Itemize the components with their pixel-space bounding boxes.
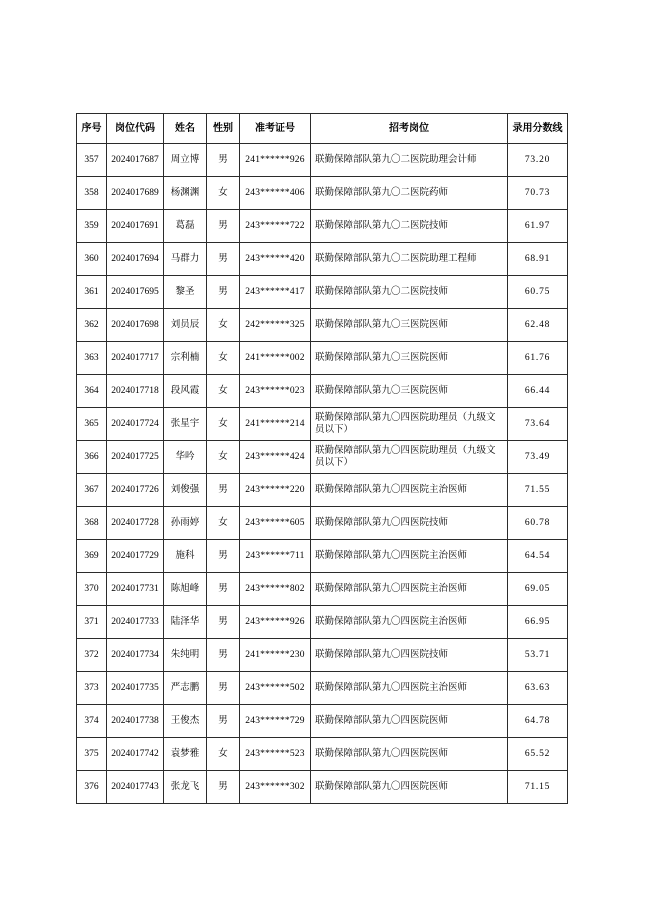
cell-name: 华吟: [164, 441, 207, 474]
cell-gender: 男: [207, 144, 240, 177]
table-row: [77, 738, 568, 771]
cell-ticket_no: 243******523: [240, 738, 311, 771]
cell-name: 袁梦雅: [164, 738, 207, 771]
cell-gender: 男: [207, 474, 240, 507]
cell-position: 联勤保障部队第九〇四医院医师: [311, 738, 508, 771]
cell-score_line: 53.71: [508, 639, 568, 672]
table-row: [77, 144, 568, 177]
cell-ticket_no: 243******722: [240, 210, 311, 243]
column-header-position: 招考岗位: [311, 114, 508, 144]
table-row: [77, 243, 568, 276]
cell-seq: 357: [77, 144, 107, 177]
cell-position: 联勤保障部队第九〇四医院技师: [311, 639, 508, 672]
cell-position: 联勤保障部队第九〇三医院医师: [311, 342, 508, 375]
cell-gender: 男: [207, 606, 240, 639]
cell-job_code: 2024017725: [107, 441, 164, 474]
table-row: [77, 606, 568, 639]
cell-ticket_no: 243******605: [240, 507, 311, 540]
cell-ticket_no: 243******802: [240, 573, 311, 606]
cell-seq: 362: [77, 309, 107, 342]
cell-score_line: 73.49: [508, 441, 568, 474]
table-row: [77, 441, 568, 474]
cell-ticket_no: 242******325: [240, 309, 311, 342]
cell-gender: 女: [207, 177, 240, 210]
column-header-gender: 性别: [207, 114, 240, 144]
cell-name: 陈旭峰: [164, 573, 207, 606]
cell-gender: 女: [207, 342, 240, 375]
column-header-job_code: 岗位代码: [107, 114, 164, 144]
cell-score_line: 73.64: [508, 408, 568, 441]
cell-ticket_no: 243******406: [240, 177, 311, 210]
table-row: [77, 507, 568, 540]
cell-ticket_no: 243******417: [240, 276, 311, 309]
cell-position: 联勤保障部队第九〇四医院主治医师: [311, 540, 508, 573]
table-row: [77, 573, 568, 606]
table-header: [77, 114, 568, 144]
cell-position: 联勤保障部队第九〇二医院技师: [311, 276, 508, 309]
cell-position: 联勤保障部队第九〇二医院助理会计师: [311, 144, 508, 177]
cell-ticket_no: 243******302: [240, 771, 311, 804]
cell-name: 朱纯明: [164, 639, 207, 672]
cell-name: 宗利楠: [164, 342, 207, 375]
cell-name: 葛磊: [164, 210, 207, 243]
cell-job_code: 2024017689: [107, 177, 164, 210]
cell-position: 联勤保障部队第九〇四医院主治医师: [311, 672, 508, 705]
cell-seq: 371: [77, 606, 107, 639]
table-row: [77, 375, 568, 408]
cell-gender: 男: [207, 573, 240, 606]
table-row: [77, 672, 568, 705]
cell-ticket_no: 241******214: [240, 408, 311, 441]
cell-score_line: 66.95: [508, 606, 568, 639]
cell-ticket_no: 241******230: [240, 639, 311, 672]
cell-ticket_no: 243******220: [240, 474, 311, 507]
cell-job_code: 2024017735: [107, 672, 164, 705]
cell-position: 联勤保障部队第九〇二医院技师: [311, 210, 508, 243]
cell-seq: 363: [77, 342, 107, 375]
table-row: [77, 639, 568, 672]
table-row: [77, 474, 568, 507]
score-table: [76, 113, 568, 804]
cell-position: 联勤保障部队第九〇三医院医师: [311, 309, 508, 342]
cell-ticket_no: 243******023: [240, 375, 311, 408]
cell-position: 联勤保障部队第九〇四医院主治医师: [311, 606, 508, 639]
table-row: [77, 705, 568, 738]
cell-name: 张龙飞: [164, 771, 207, 804]
column-header-seq: 序号: [77, 114, 107, 144]
cell-ticket_no: 241******926: [240, 144, 311, 177]
cell-ticket_no: 241******002: [240, 342, 311, 375]
cell-score_line: 66.44: [508, 375, 568, 408]
cell-name: 马群力: [164, 243, 207, 276]
column-header-score_line: 录用分数线: [508, 114, 568, 144]
cell-score_line: 62.48: [508, 309, 568, 342]
column-header-ticket_no: 准考证号: [240, 114, 311, 144]
cell-seq: 358: [77, 177, 107, 210]
cell-name: 刘俊强: [164, 474, 207, 507]
cell-score_line: 63.63: [508, 672, 568, 705]
cell-name: 陆泽华: [164, 606, 207, 639]
table-row: [77, 210, 568, 243]
cell-gender: 男: [207, 276, 240, 309]
cell-seq: 367: [77, 474, 107, 507]
cell-name: 严志鹏: [164, 672, 207, 705]
table-row: [77, 342, 568, 375]
cell-position: 联勤保障部队第九〇三医院医师: [311, 375, 508, 408]
cell-score_line: 71.55: [508, 474, 568, 507]
table-row: [77, 408, 568, 441]
cell-job_code: 2024017717: [107, 342, 164, 375]
cell-gender: 男: [207, 540, 240, 573]
cell-job_code: 2024017726: [107, 474, 164, 507]
cell-job_code: 2024017687: [107, 144, 164, 177]
cell-seq: 370: [77, 573, 107, 606]
cell-gender: 男: [207, 672, 240, 705]
column-header-name: 姓名: [164, 114, 207, 144]
cell-position: 联勤保障部队第九〇二医院药师: [311, 177, 508, 210]
cell-name: 施科: [164, 540, 207, 573]
cell-name: 黎圣: [164, 276, 207, 309]
cell-seq: 364: [77, 375, 107, 408]
cell-gender: 男: [207, 705, 240, 738]
cell-ticket_no: 243******711: [240, 540, 311, 573]
cell-gender: 女: [207, 375, 240, 408]
cell-score_line: 61.76: [508, 342, 568, 375]
cell-name: 周立博: [164, 144, 207, 177]
cell-gender: 女: [207, 441, 240, 474]
cell-ticket_no: 243******926: [240, 606, 311, 639]
cell-seq: 366: [77, 441, 107, 474]
cell-gender: 女: [207, 507, 240, 540]
cell-position: 联勤保障部队第九〇四医院医师: [311, 771, 508, 804]
cell-seq: 373: [77, 672, 107, 705]
cell-gender: 男: [207, 771, 240, 804]
cell-job_code: 2024017718: [107, 375, 164, 408]
cell-name: 张星宇: [164, 408, 207, 441]
cell-seq: 361: [77, 276, 107, 309]
cell-position: 联勤保障部队第九〇二医院助理工程师: [311, 243, 508, 276]
table-body: [77, 144, 568, 804]
cell-ticket_no: 243******729: [240, 705, 311, 738]
table-row: [77, 309, 568, 342]
cell-job_code: 2024017691: [107, 210, 164, 243]
cell-seq: 372: [77, 639, 107, 672]
table-row: [77, 276, 568, 309]
cell-job_code: 2024017698: [107, 309, 164, 342]
cell-seq: 359: [77, 210, 107, 243]
table-row: [77, 177, 568, 210]
cell-job_code: 2024017734: [107, 639, 164, 672]
cell-job_code: 2024017724: [107, 408, 164, 441]
cell-job_code: 2024017743: [107, 771, 164, 804]
cell-position: 联勤保障部队第九〇四医院技师: [311, 507, 508, 540]
cell-gender: 女: [207, 738, 240, 771]
cell-seq: 365: [77, 408, 107, 441]
cell-score_line: 69.05: [508, 573, 568, 606]
cell-gender: 女: [207, 408, 240, 441]
cell-position: 联勤保障部队第九〇四医院医师: [311, 705, 508, 738]
cell-name: 刘员辰: [164, 309, 207, 342]
cell-name: 杨渊渊: [164, 177, 207, 210]
cell-score_line: 64.78: [508, 705, 568, 738]
cell-job_code: 2024017695: [107, 276, 164, 309]
cell-seq: 368: [77, 507, 107, 540]
cell-seq: 360: [77, 243, 107, 276]
cell-score_line: 64.54: [508, 540, 568, 573]
cell-seq: 369: [77, 540, 107, 573]
cell-gender: 女: [207, 309, 240, 342]
cell-ticket_no: 243******420: [240, 243, 311, 276]
header-row: [77, 114, 568, 144]
cell-seq: 374: [77, 705, 107, 738]
cell-name: 孙雨婷: [164, 507, 207, 540]
cell-position: 联勤保障部队第九〇四医院助理员（九级文员以下）: [311, 408, 508, 441]
cell-score_line: 60.75: [508, 276, 568, 309]
cell-job_code: 2024017729: [107, 540, 164, 573]
cell-gender: 男: [207, 639, 240, 672]
cell-position: 联勤保障部队第九〇四医院主治医师: [311, 474, 508, 507]
cell-score_line: 68.91: [508, 243, 568, 276]
cell-name: 王俊杰: [164, 705, 207, 738]
cell-score_line: 61.97: [508, 210, 568, 243]
cell-ticket_no: 243******502: [240, 672, 311, 705]
cell-job_code: 2024017733: [107, 606, 164, 639]
cell-gender: 男: [207, 210, 240, 243]
cell-score_line: 65.52: [508, 738, 568, 771]
cell-job_code: 2024017738: [107, 705, 164, 738]
cell-job_code: 2024017731: [107, 573, 164, 606]
cell-position: 联勤保障部队第九〇四医院助理员（九级文员以下）: [311, 441, 508, 474]
cell-gender: 男: [207, 243, 240, 276]
cell-ticket_no: 243******424: [240, 441, 311, 474]
cell-job_code: 2024017694: [107, 243, 164, 276]
cell-name: 段风霞: [164, 375, 207, 408]
cell-score_line: 70.73: [508, 177, 568, 210]
cell-seq: 375: [77, 738, 107, 771]
cell-score_line: 71.15: [508, 771, 568, 804]
cell-job_code: 2024017728: [107, 507, 164, 540]
cell-job_code: 2024017742: [107, 738, 164, 771]
cell-seq: 376: [77, 771, 107, 804]
table-row: [77, 771, 568, 804]
cell-score_line: 60.78: [508, 507, 568, 540]
table-row: [77, 540, 568, 573]
cell-score_line: 73.20: [508, 144, 568, 177]
cell-position: 联勤保障部队第九〇四医院主治医师: [311, 573, 508, 606]
